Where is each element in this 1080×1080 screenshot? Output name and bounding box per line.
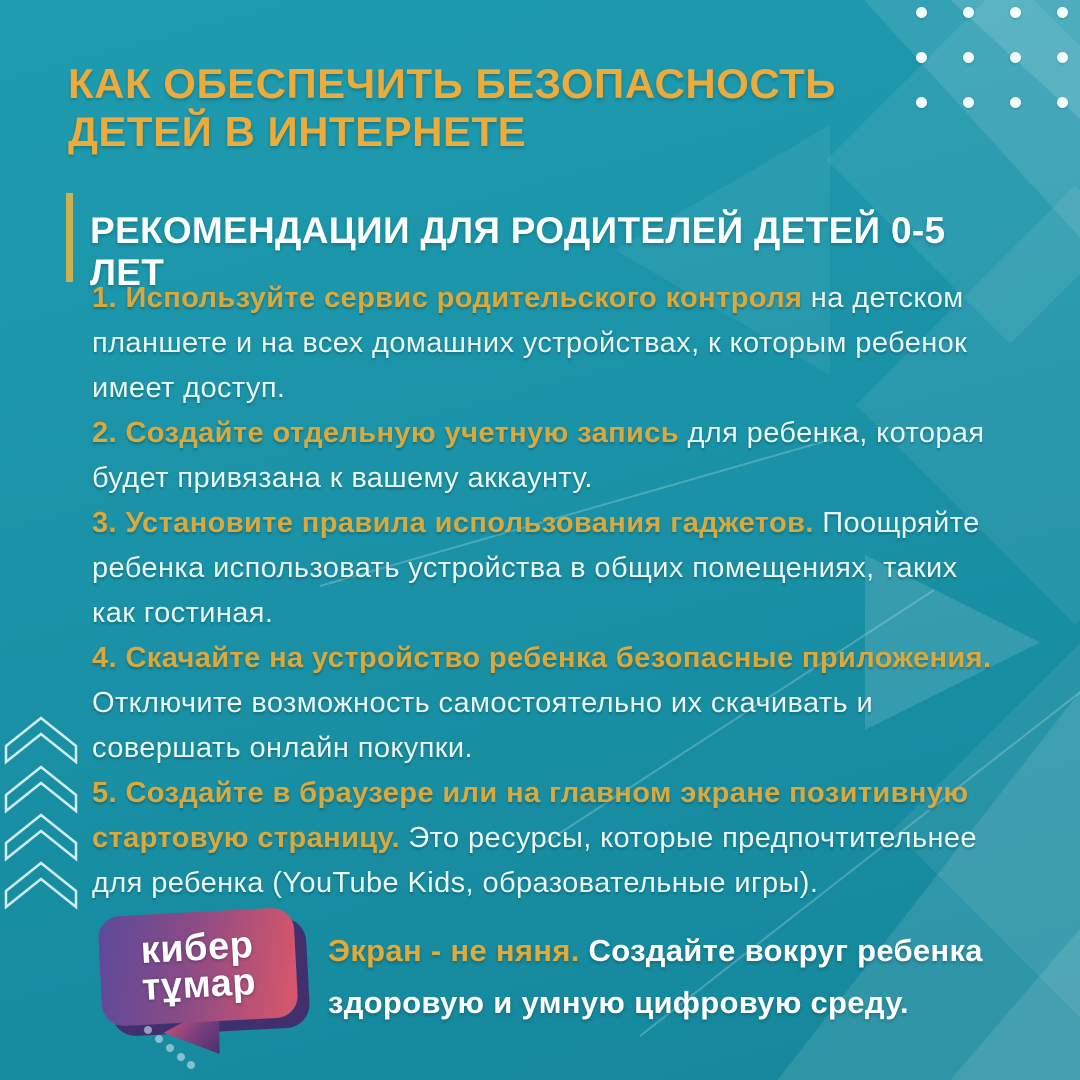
logo-trail-dot [155, 1035, 163, 1043]
recommendations-list [92, 276, 997, 906]
dots-grid [916, 7, 1068, 108]
logo-trail-dot [144, 1026, 152, 1034]
dot [1057, 7, 1068, 18]
logo-text-line1: кибер [139, 924, 255, 972]
list-item [92, 636, 997, 771]
kibertumar-logo [92, 898, 342, 1080]
list-item [92, 276, 997, 411]
item-lead-text: 2. Создайте отдельную учетную запись [92, 417, 679, 449]
list-item [92, 771, 997, 906]
logo-trail-dot [187, 1061, 195, 1069]
logo-text-line2: тұмар [140, 961, 258, 1009]
chevron-up-icon [6, 718, 76, 762]
tagline-highlight: Экран - не няня. [328, 933, 580, 968]
page-subtitle: РЕКОМЕНДАЦИИ ДЛЯ РОДИТЕЛЕЙ ДЕТЕЙ 0-5 ЛЕТ [90, 210, 946, 293]
dot [963, 97, 974, 108]
list-item [92, 411, 997, 501]
list-item [92, 501, 997, 636]
dot [916, 7, 927, 18]
item-body-text: Отключите возможность самостоятельно их скачивать и совершать онлайн покупки. [92, 687, 874, 764]
item-body-text: Поощряйте ребенка использовать устройства в общих помещениях, таких как гостиная. [92, 507, 980, 629]
item-body-text: для ребенка, которая будет привязана к вашему аккаунту. [92, 417, 985, 494]
chevron-up-icon [6, 815, 76, 859]
dot [1057, 97, 1068, 108]
accent-bar [66, 193, 73, 282]
dot [1057, 52, 1068, 63]
dot [1010, 7, 1021, 18]
item-lead-text: 3. Установите правила использования гаджетов. [92, 507, 814, 539]
logo-trail-dot [166, 1044, 174, 1052]
item-lead-text: 4. Скачайте на устройство ребенка безопасные приложения. [92, 642, 992, 674]
tagline-text: Создайте вокруг ребенка здоровую и умную цифровую среду. [328, 933, 983, 1020]
speech-bubble-icon [97, 907, 298, 1027]
chevron-up-icon [6, 767, 76, 811]
dot [1010, 52, 1021, 63]
logo-trail-dot [177, 1053, 185, 1061]
dot [1010, 97, 1021, 108]
dot [963, 7, 974, 18]
footer-tagline [328, 925, 1028, 1029]
chevron-up-icon [6, 863, 76, 907]
item-lead-text: 5. Создайте в браузере или на главном экране позитивную стартовую страницу. [92, 777, 969, 854]
page-title: КАК ОБЕСПЕЧИТЬ БЕЗОПАСНОСТЬ ДЕТЕЙ В ИНТЕРНЕТЕ [68, 60, 836, 155]
item-body-text: Это ресурсы, которые предпочтительнее для ребенка (YouTube Kids, образовательные игры). [92, 822, 977, 899]
chevron-up-icons [0, 688, 88, 928]
dot [963, 52, 974, 63]
item-body-text: на детском планшете и на всех домашних устройствах, к которым ребенок имеет доступ. [92, 282, 968, 404]
item-lead-text: 1. Используйте сервис родительского контроля [92, 282, 803, 314]
